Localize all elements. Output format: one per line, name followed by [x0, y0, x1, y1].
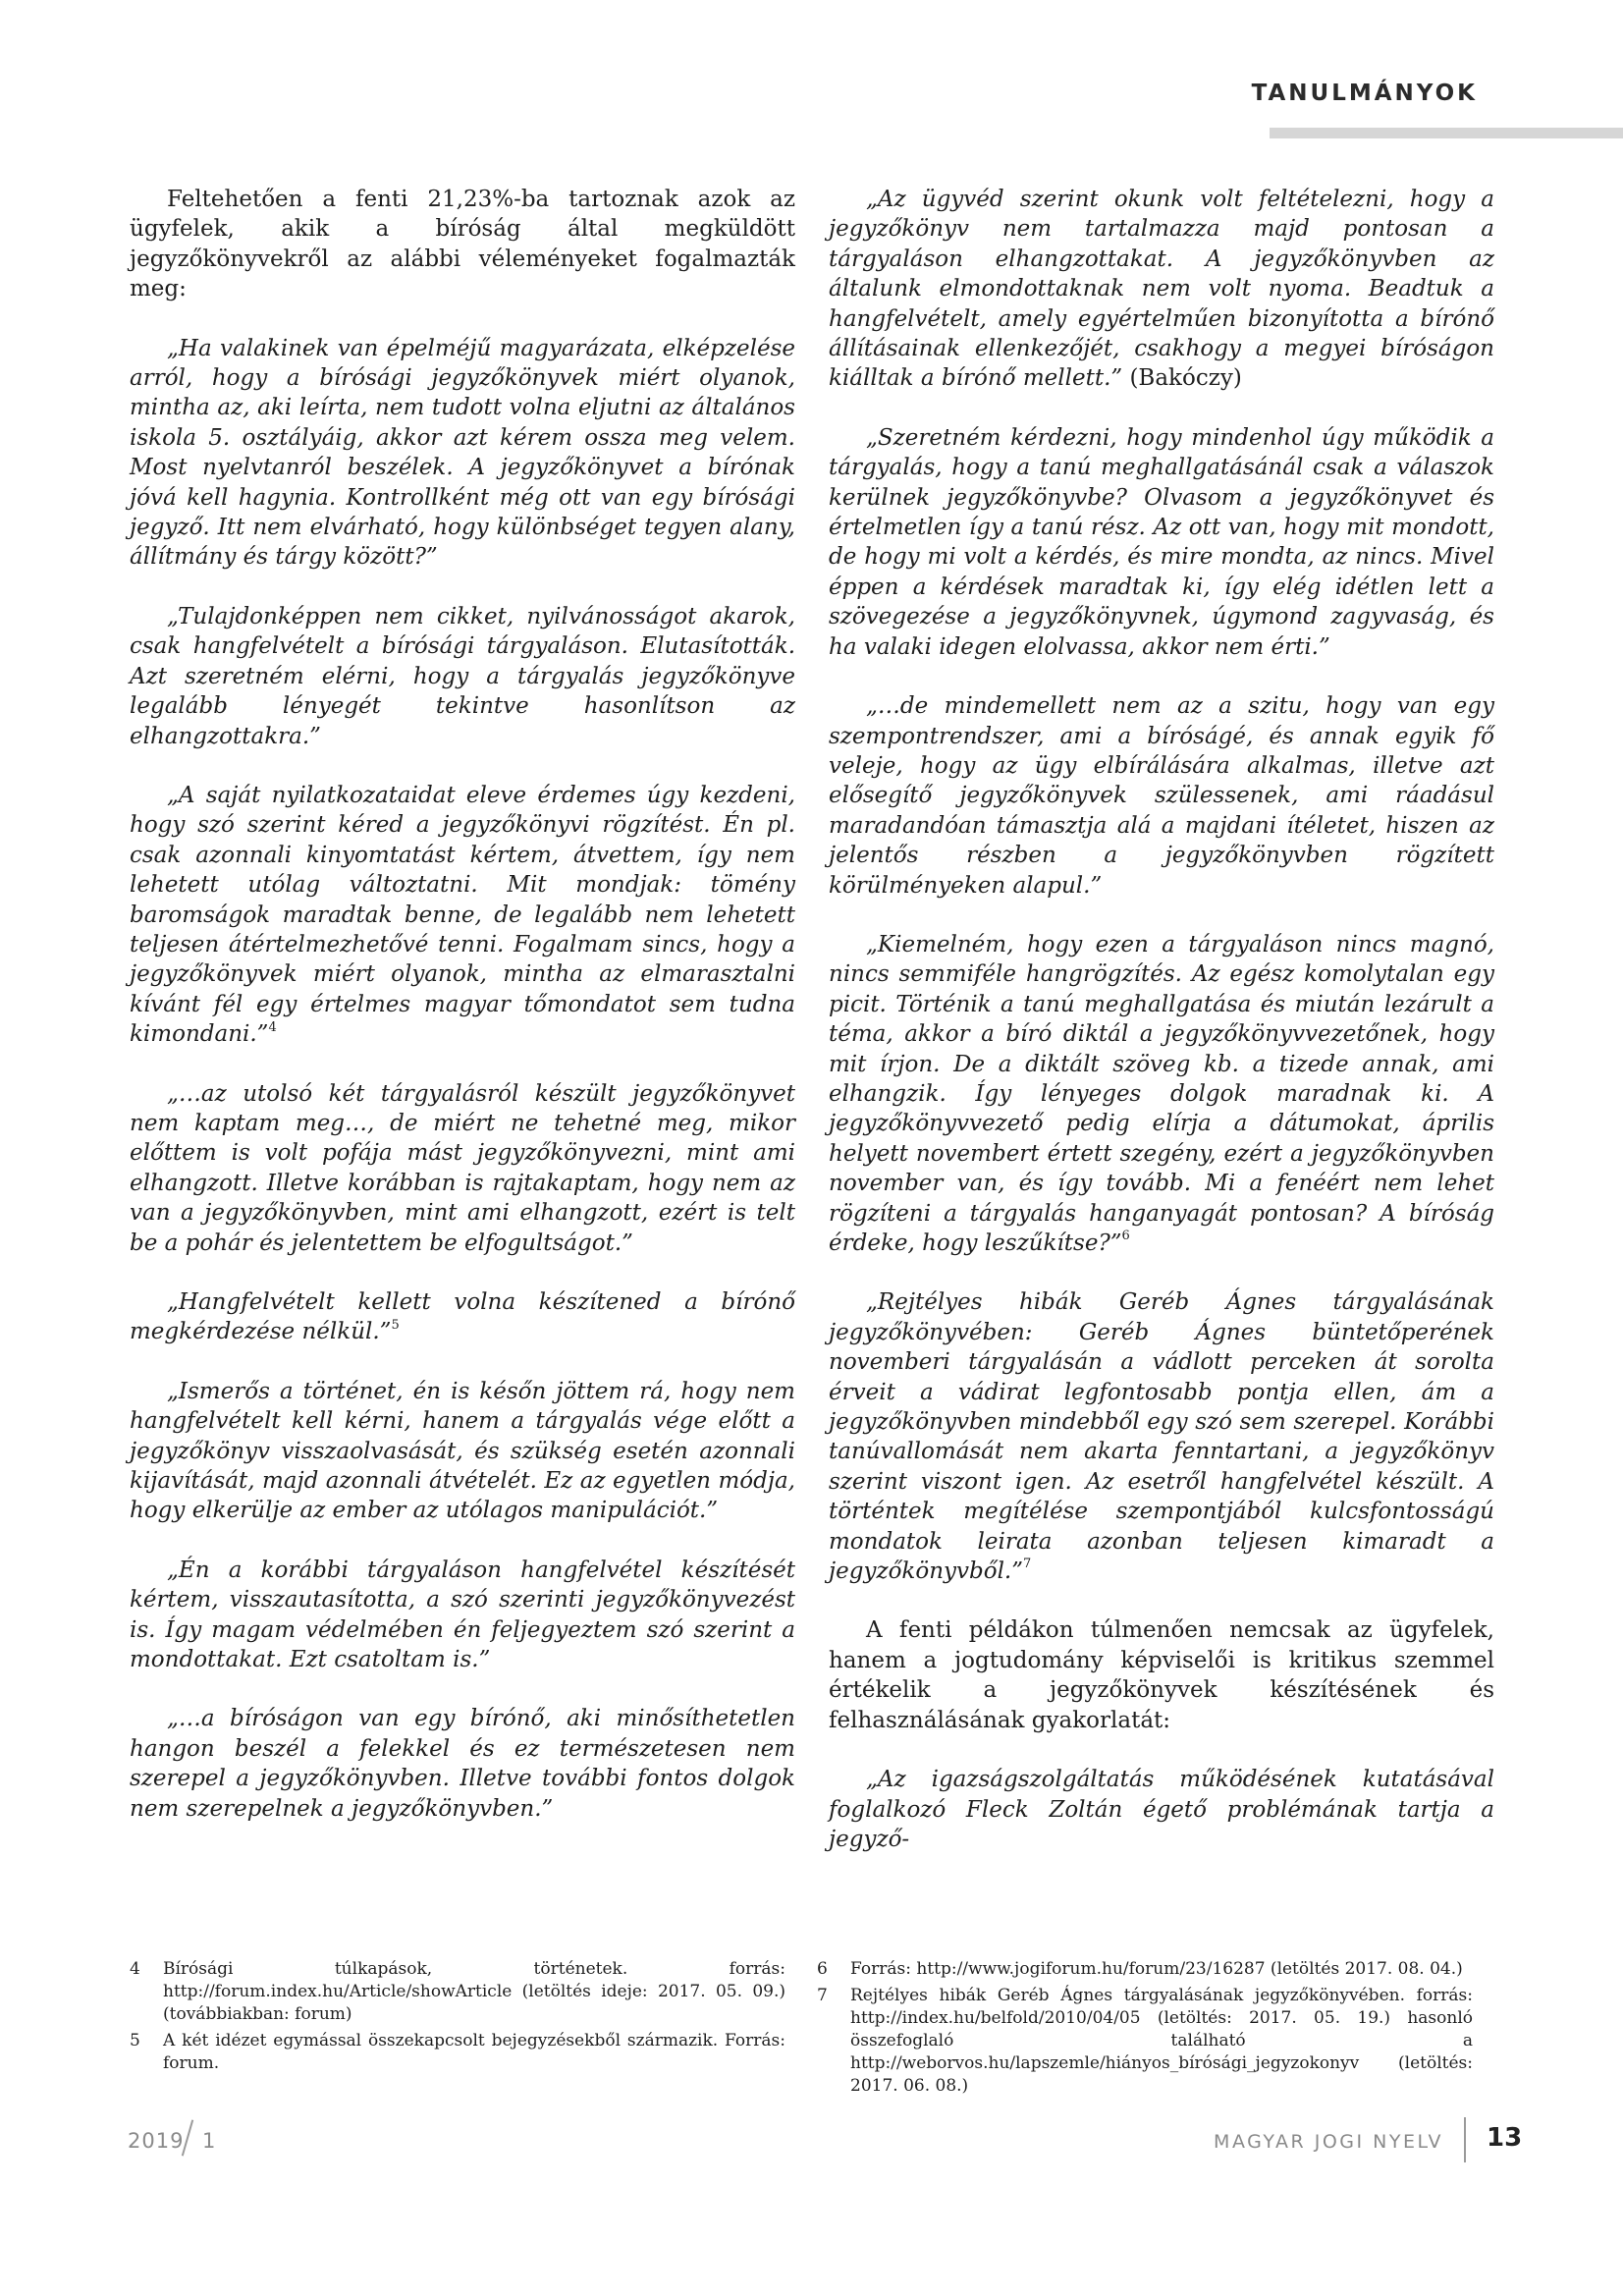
quote-9-attribution: (Bakóczy) [1129, 365, 1242, 392]
footnote-number: 4 [130, 1959, 140, 1979]
footnote-ref-7: 7 [1023, 1557, 1032, 1572]
footnotes-right [817, 1958, 1473, 2102]
footer-issue: 1 [202, 2129, 216, 2153]
section-label: TANULMÁNYOK [1251, 81, 1478, 106]
quote-2: „Tulajdonképpen nem cikket, nyilvánosságot akarok, csak hangfelvételt a bírósági tárgyaláson. Elutasították. Azt szeretném elérni, hogy a tárgyalás jegyzőkönyve legalább lényegét tekintve hasonlítson az elhangzottakra.” [130, 603, 795, 749]
quote-9-text: „Az ügyvéd szerint okunk volt feltételezni, hogy a jegyzőkönyv nem tartalmazza majd pontosan a tárgyaláson elhangzottakat. A jegyzőkönyvben az általunk elmondottaknak nem volt nyoma. Beadtuk a hangfelvételt, amely egyértelműen bizonyította a bírónő állításainak ellenkezőjét, csakhogy a megyei bíróságon kiálltak a bírónő mellett.” [829, 187, 1494, 392]
page-footer [0, 2123, 1623, 2162]
intro-paragraph: Feltehetően a fenti 21,23%-ba tartoznak azok az ügyfelek, akik a bíróság által megküldött jegyzőkönyvekről az alábbi véleményeket fogalmazták meg: [130, 187, 795, 302]
transition-paragraph: A fenti példákon túlmenően nemcsak az ügyfelek, hanem a jogtudomány képviselői is kritikus szemmel értékelik a jegyzőkönyvek készítésének és felhasználásának gyakorlatát: [829, 1617, 1494, 1733]
footnote-text: Bírósági túlkapások, történetek. forrás: http://forum.index.hu/Article/showArticle (letöltés ideje: 2017. 05. 09.) (továbbiakban: forum) [163, 1959, 785, 2024]
quote-3 [130, 781, 795, 1050]
footnote-number: 6 [817, 1959, 828, 1979]
quote-5-text: „Hangfelvételt kellett volna készítened a bírónő megkérdezése nélkül.” [130, 1289, 795, 1345]
quote-3-text: „A saját nyilatkozataidat eleve érdemes úgy kezdeni, hogy szó szerint kéred a jegyzőkönyvi rögzítést. Én pl. csak azonnali kinyomtatást kértem, átvettem, így nem lehetett utólag változtatni. Mit mondjak: tömény baromságok maradtak benne, de legalább nem lehetett teljesen átértelmezhetővé tenni. Fogalmam sincs, hogy a jegyzőkönyvek miért olyanok, mintha az elmarasztalni kívánt fél egy értelmes magyar tőmondatot sem tudna kimondani.” [130, 782, 795, 1048]
footnote-7 [817, 1985, 1473, 2098]
footer-divider [1464, 2117, 1466, 2162]
footnote-ref-6: 6 [1121, 1229, 1130, 1244]
footnote-ref-5: 5 [391, 1317, 400, 1333]
header-rule [1270, 128, 1623, 138]
quote-13-text: „Rejtélyes hibák Geréb Ágnes tárgyalásának jegyzőkönyvében: Geréb Ágnes büntetőperének novemberi tárgyalásán a vádlott perceken át sorolta érveit a vádirat legfontosabb pontja ellen, ám a jegyzőkönyvben mindebből egy szó sem szerepel. Korábbi tanúvallomását nem akarta fenntartani, a jegyzőkönyv szerint viszont igen. Az esetről hangfelvétel készült. A történtek megítélése szempontjából kulcsfontosságú mondatok leirata azonban teljesen kimaradt a jegyzőkönyvből.” [829, 1289, 1494, 1585]
quote-10: „Szeretném kérdezni, hogy mindenhol úgy működik a tárgyalás, hogy a tanú meghallgatásánál csak a válaszok kerülnek jegyzőkönyvbe? Olvasom a jegyzőkönyvet és értelmetlen így a tanú rész. Az ott van, hogy mit mondott, de hogy mi volt a kérdés, és mire mondta, az nincs. Mivel éppen a kérdések maradtak ki, így elég idétlen lett a szövegezése a jegyzőkönyvnek, úgymond zagyvaság, és ha valaki idegen elolvassa, akkor nem érti.” [829, 424, 1494, 660]
footnotes-left [130, 1958, 785, 2079]
right-column [829, 185, 1494, 1854]
quote-7: „Én a korábbi tárgyaláson hangfelvétel készítését kértem, visszautasította, a szó szerinti jegyzőkönyvezést is. Így magam védelmében én feljegyeztem szó szerint a mondottakat. Ezt csatoltam is.” [130, 1557, 795, 1673]
quote-11: „…de mindemellett nem az a szitu, hogy van egy szempontrendszer, ami a bíróságé, és annak egyik fő veleje, hogy az ügy elbírálására alkalmas, illetve azt elősegítő jegyzőkönyvek szülessenek, ami ráadásul maradandóan támasztja alá a majdani ítéletet, hiszen az jelentős részben a jegyzőkönyvben rögzített körülményeken alapul.” [829, 693, 1494, 899]
footer-year: 2019 [128, 2129, 185, 2153]
footnote-5 [130, 2030, 785, 2075]
quote-12-text: „Kiemelném, hogy ezen a tárgyaláson nincs magnó, nincs semmiféle hangrögzítés. Az egész komolytalan egy picit. Történik a tanú meghallgatása és miután lezárult a téma, akkor a bíró diktál a jegyzőkönyvvezetőnek, hogy mit írjon. De a diktált szöveg kb. a tizede annak, ami elhangzik. Így lényeges dolgok maradnak ki. A jegyzőkönyvvezető pedig elírja a dátumokat, április helyett novembert értett szegény, ezért a jegyzőkönyvben november van, és így tovább. Mi a fenéért nem lehet rögzíteni a tárgyalás hanganyagát pontosan? A bíróság érdeke, hogy leszűkítse?” [829, 931, 1494, 1256]
page-number: 13 [1487, 2123, 1523, 2153]
footnote-text: A két idézet egymással összekapcsolt bejegyzésekből származik. Forrás: forum. [163, 2031, 785, 2073]
left-column [130, 185, 795, 1824]
footnote-number: 7 [817, 1986, 828, 2005]
footnote-text: Rejtélyes hibák Geréb Ágnes tárgyalásának jegyzőkönyvében. forrás: http://index.hu/belfold/2010/04/05 (letöltés: 2017. 05. 19.) hasonló összefoglaló található a http://weborvos.hu/lapszemle/hiányos_bírósági_jegyzokonyv (letöltés: 2017. 06. 08.) [850, 1986, 1473, 2096]
footnote-4 [130, 1958, 785, 2026]
quote-5 [130, 1287, 795, 1347]
quote-6: „Ismerős a történet, én is későn jöttem rá, hogy nem hangfelvételt kell kérni, hanem a tárgyalás vége előtt a jegyzőkönyv visszaolvasását, és szükség esetén azonnali kijavítását, majd azonnali átvételét. Ez az egyetlen módja, hogy elkerülje az ember az utólagos manipulációt.” [130, 1378, 795, 1524]
footnote-6 [817, 1958, 1473, 1981]
footnote-ref-4: 4 [268, 1019, 277, 1035]
footer-journal: MAGYAR JOGI NYELV [1214, 2131, 1443, 2153]
quote-14: „Az igazságszolgáltatás működésének kutatásával foglalkozó Fleck Zoltán égető problémának tartja a jegyző- [829, 1767, 1494, 1852]
quote-1: „Ha valakinek van épelméjű magyarázata, elképzelése arról, hogy a bírósági jegyzőkönyvek miért olyanok, mintha az, aki leírta, nem tudott volna eljutni az általános iskola 5. osztályáig, akkor azt kérem ossza meg velem. Most nyelvtanról beszélek. A jegyzőkönyvet a bírónak jóvá kell hagynia. Kontrollként még ott van egy bírósági jegyző. Itt nem elvárható, hogy különbséget tegyen alany, állítmány és tárgy között?” [130, 335, 795, 571]
quote-12 [829, 930, 1494, 1258]
footnote-text: Forrás: http://www.jogiforum.hu/forum/23/16287 (letöltés 2017. 08. 04.) [850, 1959, 1463, 1979]
footnote-number: 5 [130, 2031, 140, 2050]
quote-13 [829, 1287, 1494, 1586]
quote-9 [829, 185, 1494, 394]
quote-8: „…a bíróságon van egy bírónő, aki minősíthetetlen hangon beszél a felekkel és ez természetesen nem szerepel a jegyzőkönyvben. Illetve további fontos dolgok nem szerepelnek a jegyzőkönyvben.” [130, 1706, 795, 1822]
quote-4: „…az utolsó két tárgyalásról készült jegyzőkönyvet nem kaptam meg…, de miért ne tehetné meg, mikor előttem is volt pofája mást jegyzőkönyvezni, mint ami elhangzott. Illetve korábban is rajtakaptam, hogy nem az van a jegyzőkönyvben, mint ami elhangzott, ezért is telt be a pohár és jelentettem be elfogultságot.” [130, 1080, 795, 1256]
